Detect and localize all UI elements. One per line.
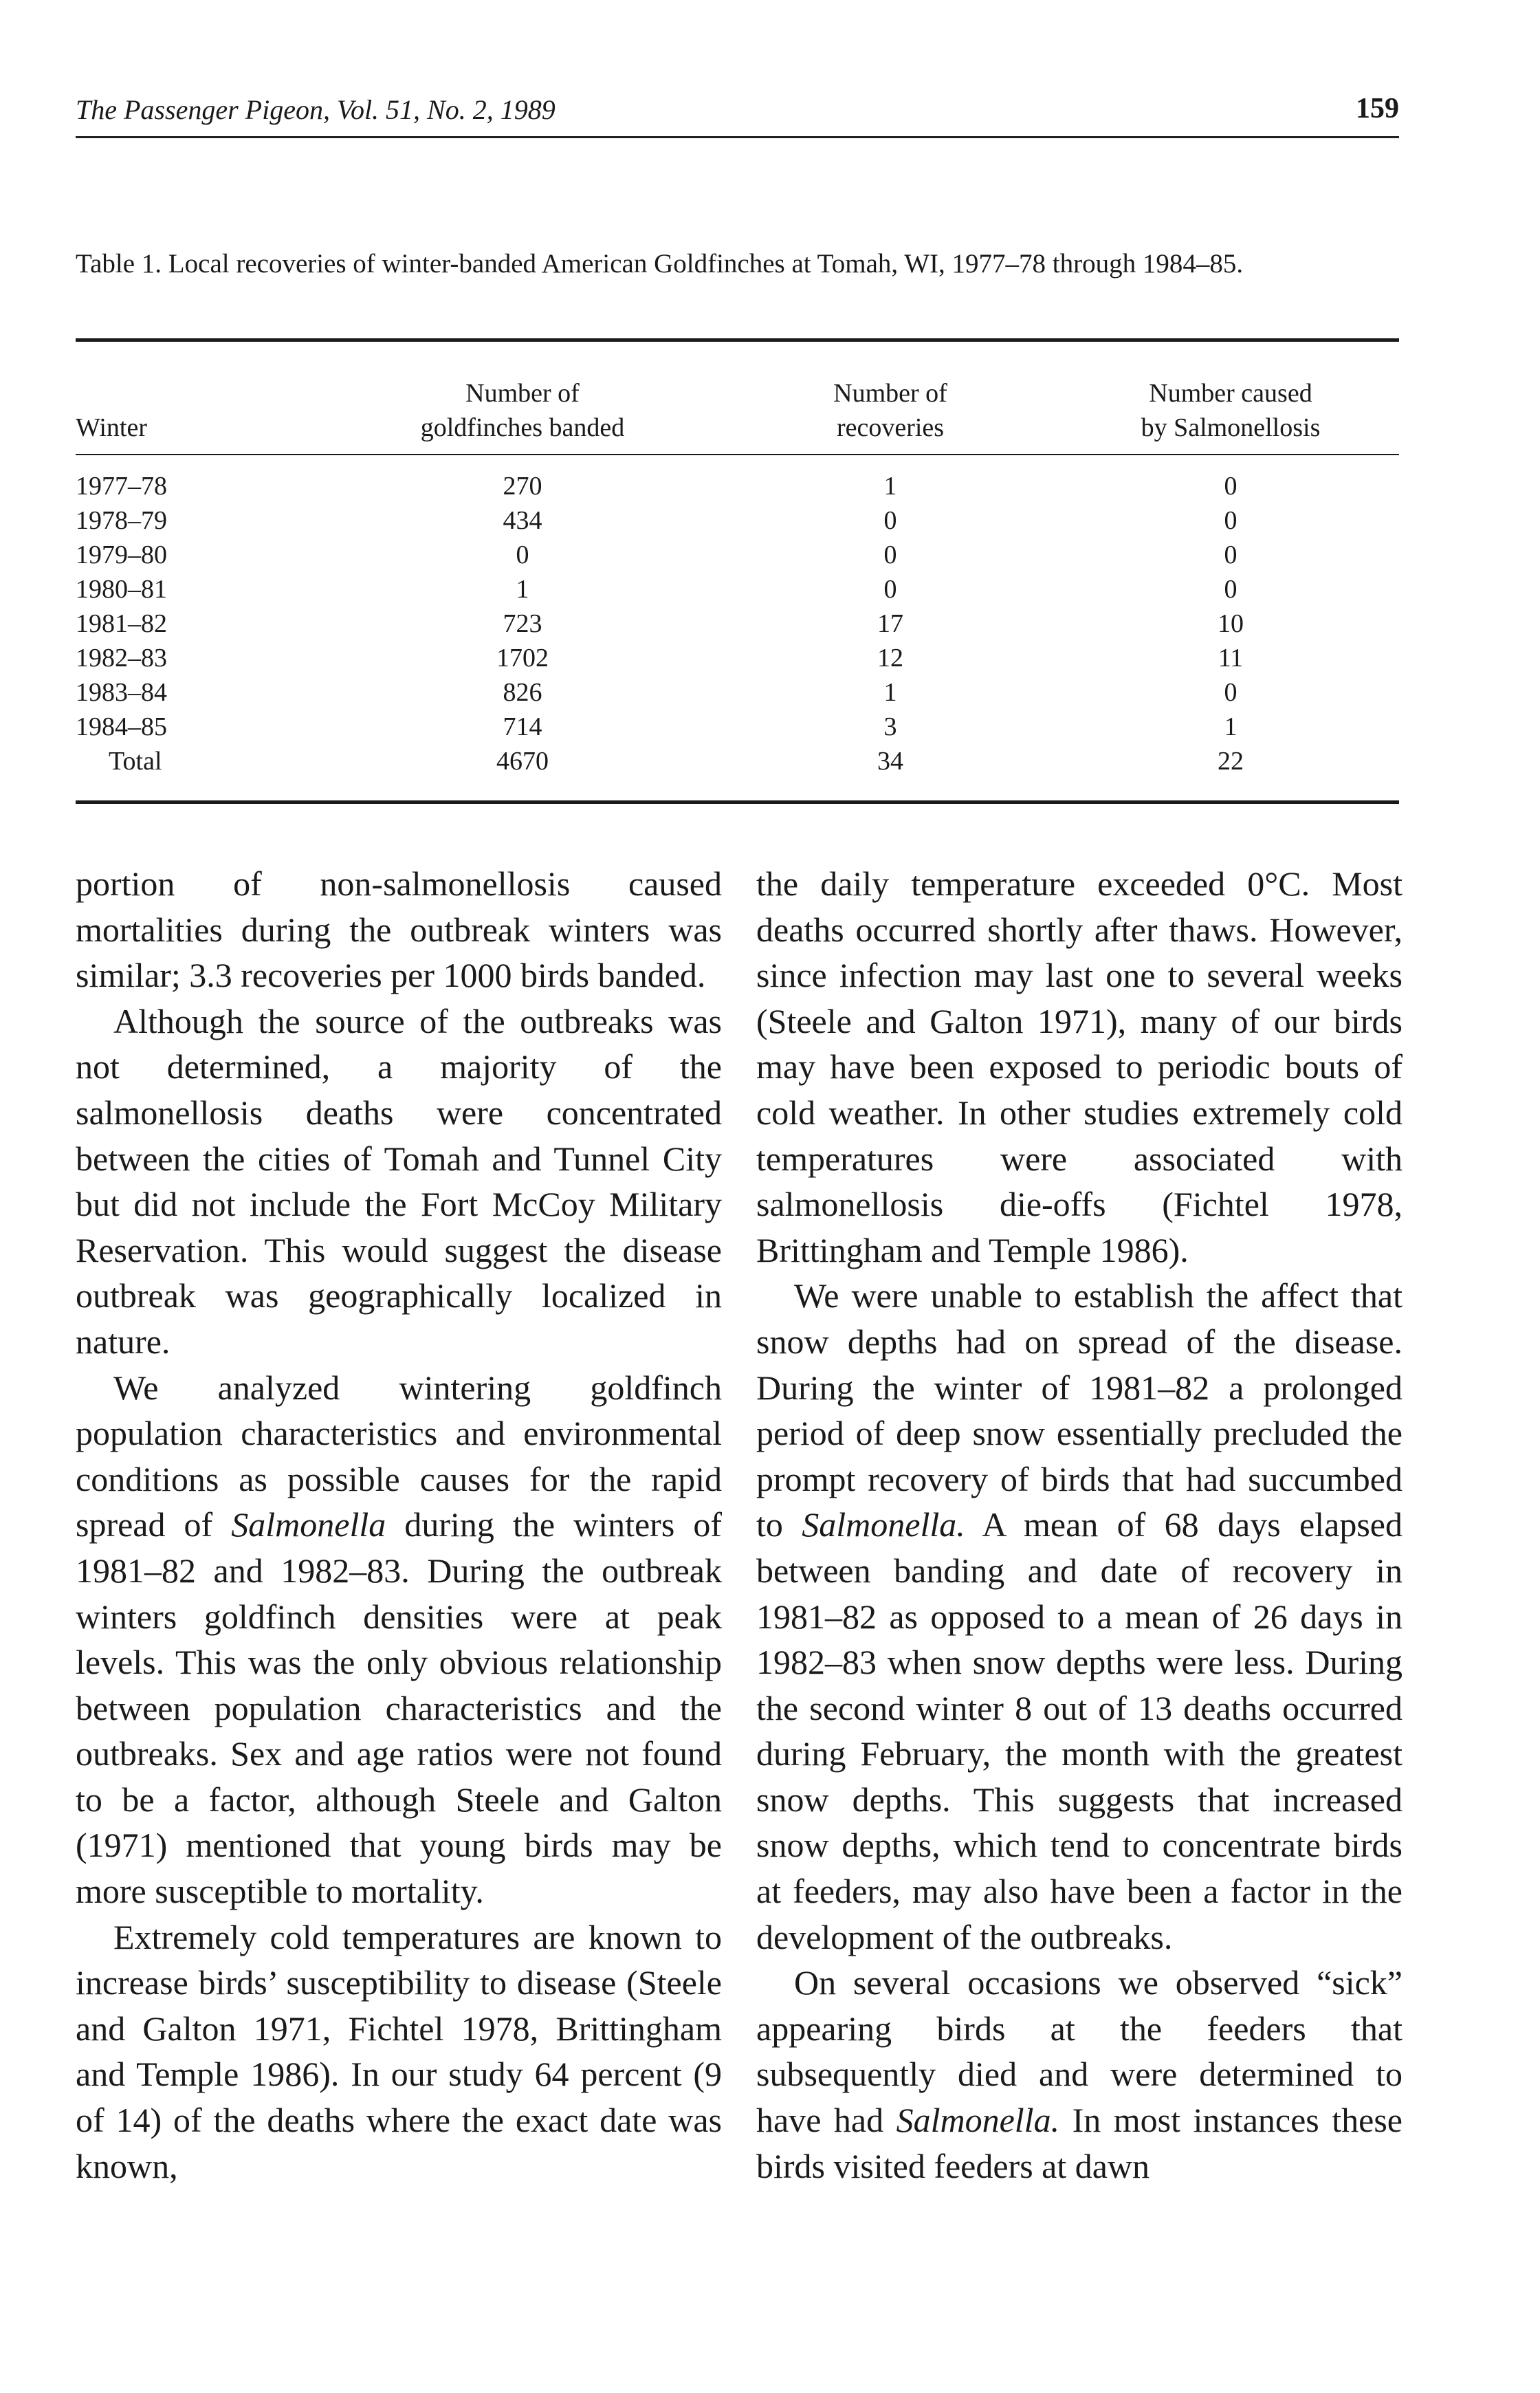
cell-recoveries: 0	[883, 540, 897, 569]
column-header-salmonellosis	[1079, 376, 1382, 445]
table-header	[76, 376, 1399, 452]
paragraph	[756, 1960, 1402, 2189]
cell-salmonellosis: 11	[1218, 644, 1244, 673]
column-header-winter: Winter	[76, 413, 147, 442]
table-row	[76, 572, 1399, 607]
cell-banded: 434	[503, 506, 542, 535]
text-run: A mean of 68 days elapsed between banding and date of recovery in 1981–82 as opposed to a mean of 26 days in 1982–83 when snow depths were less. During the second winter 8 out of 13 deaths occurred during February, the month with the greatest snow depths. This suggests that increased snow depths, which tend to concentrate birds at feeders, may also have been a factor in the development of the outbreaks.	[756, 1505, 1402, 1956]
text-run: We analyzed wintering goldfinch population characteristics and environmental conditions as possible causes for the rapid spread of	[76, 1368, 722, 1544]
column-header-recoveries	[777, 376, 1004, 445]
cell-recoveries: 0	[883, 506, 897, 535]
table-row	[76, 607, 1399, 641]
running-header	[76, 88, 1399, 138]
column-header-salmonellosis-line2: by Salmonellosis	[1141, 413, 1321, 442]
cell-winter: 1979–80	[76, 540, 167, 569]
page	[76, 0, 1403, 2393]
cell-recoveries: 3	[883, 712, 897, 741]
cell-winter: 1978–79	[76, 506, 167, 535]
cell-banded: 1702	[496, 644, 549, 673]
text-run: We were unable to establish the affect that snow depths had on spread of the disease. During the winter of 1981–82 a prolonged period of deep snow essentially precluded the prompt recovery of birds that had succumbed to	[756, 1276, 1402, 1544]
cell-salmonellosis: 0	[1224, 540, 1238, 569]
cell-banded: 714	[503, 712, 542, 741]
italic-term: Salmonella.	[802, 1505, 965, 1544]
table-total-row	[76, 744, 1399, 778]
cell-banded: 4670	[496, 747, 549, 776]
column-header-banded	[371, 376, 674, 445]
table-row	[76, 641, 1399, 675]
page-number: 159	[1356, 93, 1399, 124]
journal-citation: The Passenger Pigeon, Vol. 51, No. 2, 1989	[76, 94, 556, 125]
cell-salmonellosis: 0	[1224, 678, 1238, 707]
paragraph: the daily temperature exceeded 0°C. Most deaths occurred shortly after thaws. However, since infection may last one to several weeks (Steele and Galton 1971), many of our birds may have been exposed to periodic bouts of cold weather. In other studies extremely cold temperatures were associated with salmonellosis die-offs (Fichtel 1978, Brittingham and Temple 1986).	[756, 864, 1402, 1269]
column-header-recoveries-line1: Number of	[833, 379, 947, 408]
cell-banded: 1	[516, 575, 529, 604]
cell-recoveries: 12	[877, 644, 903, 673]
cell-winter: 1981–82	[76, 609, 167, 638]
cell-winter: Total	[109, 747, 162, 776]
table-header-rule	[76, 454, 1399, 455]
table-body	[76, 469, 1399, 778]
column-header-recoveries-line2: recoveries	[836, 413, 945, 442]
column-header-banded-line2: goldfinches banded	[420, 413, 625, 442]
paragraph: portion of non-salmonellosis caused mortalities during the outbreak winters was similar; 3.3 recoveries per 1000 birds banded.	[76, 864, 722, 995]
body-column-right	[756, 861, 1402, 2189]
table-row	[76, 675, 1399, 710]
cell-salmonellosis: 10	[1218, 609, 1244, 638]
text-run: In most instances these birds visited feeders at dawn	[756, 2101, 1403, 2185]
cell-recoveries: 34	[877, 747, 903, 776]
table-top-rule	[76, 338, 1399, 342]
cell-recoveries: 0	[883, 575, 897, 604]
italic-term: Salmonella.	[896, 2101, 1060, 2140]
table-row	[76, 503, 1399, 538]
table-row	[76, 710, 1399, 744]
recoveries-table	[76, 338, 1399, 806]
body-column-left	[76, 861, 722, 2189]
cell-winter: 1977–78	[76, 472, 167, 501]
cell-winter: 1982–83	[76, 644, 167, 673]
cell-banded: 270	[503, 472, 542, 501]
text-run: On several occasions we observed “sick” appearing birds at the feeders that subsequently died and were determined to have had	[756, 1963, 1402, 2140]
paragraph: Extremely cold temperatures are known to increase birds’ susceptibility to disease (Steele and Galton 1971, Fichtel 1978, Brittingham and Temple 1986). In our study 64 percent (9 of 14) of the deaths where the exact date was known,	[76, 1917, 722, 2185]
cell-recoveries: 17	[877, 609, 903, 638]
italic-term: Salmonella	[231, 1505, 386, 1544]
table-row	[76, 469, 1399, 503]
cell-salmonellosis: 0	[1224, 506, 1238, 535]
column-header-banded-line1: Number of	[465, 379, 580, 408]
column-header-salmonellosis-line1: Number caused	[1149, 379, 1312, 408]
paragraph: Although the source of the outbreaks was not determined, a majority of the salmonellosis deaths were concentrated between the cities of Tomah and Tunnel City but did not include the Fort McCoy Military Reservation. This would suggest the disease outbreak was geographically localized in nature.	[76, 1001, 722, 1361]
cell-winter: 1984–85	[76, 712, 167, 741]
cell-recoveries: 1	[883, 472, 897, 501]
table-caption: Table 1. Local recoveries of winter-banded American Goldfinches at Tomah, WI, 1977–78 through 1984–85.	[76, 249, 1244, 278]
cell-banded: 0	[516, 540, 529, 569]
text-run: during the winters of 1981–82 and 1982–83. During the outbreak winters goldfinch densities were at peak levels. This was the only obvious relationship between population characteristics and the outbreaks. Sex and age ratios were not found to be a factor, although Steele and Galton (1971) mentioned that young birds may be more susceptible to mortality.	[76, 1505, 722, 1911]
cell-salmonellosis: 0	[1224, 472, 1238, 501]
cell-recoveries: 1	[883, 678, 897, 707]
table-bottom-rule	[76, 800, 1399, 804]
cell-salmonellosis: 0	[1224, 575, 1238, 604]
paragraph	[76, 1365, 722, 1914]
cell-winter: 1980–81	[76, 575, 167, 604]
paragraph	[756, 1273, 1402, 1960]
cell-banded: 723	[503, 609, 542, 638]
cell-banded: 826	[503, 678, 542, 707]
cell-winter: 1983–84	[76, 678, 167, 707]
cell-salmonellosis: 22	[1218, 747, 1244, 776]
cell-salmonellosis: 1	[1224, 712, 1238, 741]
table-row	[76, 538, 1399, 572]
